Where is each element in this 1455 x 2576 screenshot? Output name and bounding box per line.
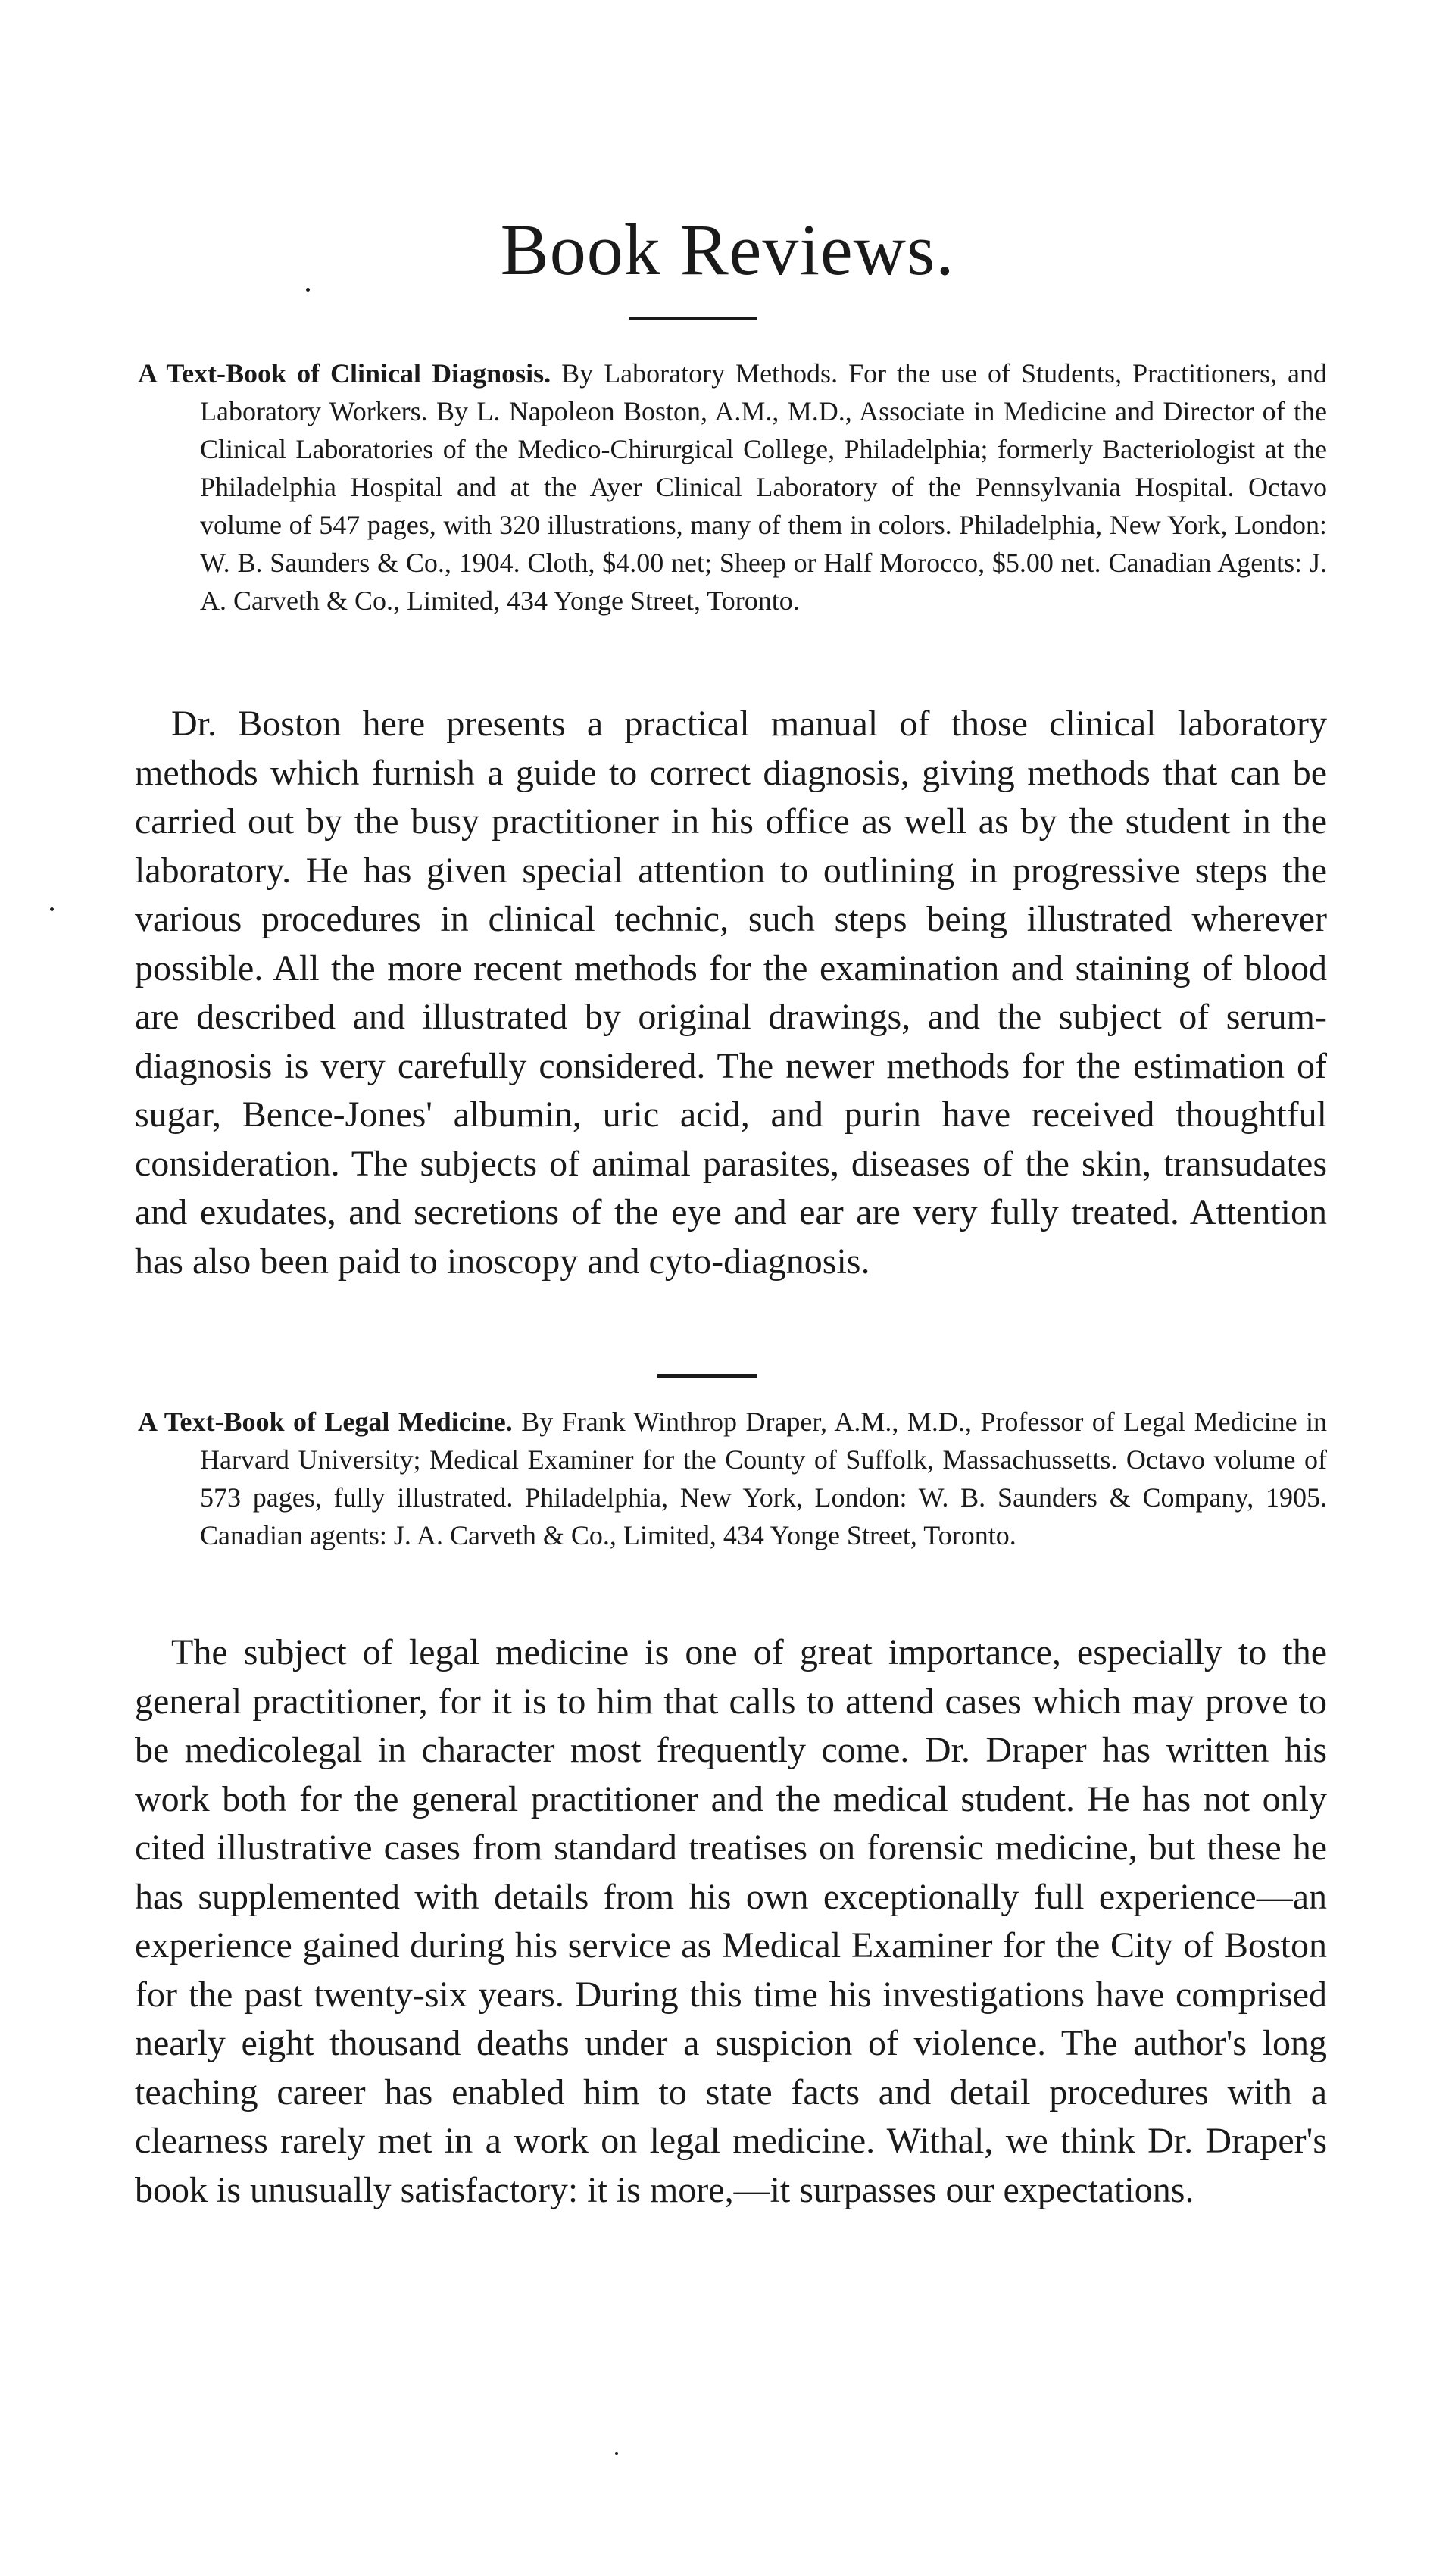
page-title: Book Reviews. <box>500 209 955 290</box>
review-citation <box>138 354 1327 620</box>
section-divider <box>629 317 757 320</box>
review-body: Dr. Boston here presents a practical manual of those clinical laboratory methods which furnish a guide to correct diagnosis, giving methods that can be carried out by the busy practitioner in his office as well as by the student in the laboratory. He has given special attention to outlining in progressive steps the various procedures in clinical technic, such steps being illustrated wherever possible. All the more recent methods for the examination and staining of blood are described and illustrated by original drawings, and the subject of serum-diagnosis is very carefully considered. The newer methods for the estimation of sugar, Bence-Jones' albumin, uric acid, and purin have received thoughtful consideration. The subjects of animal parasites, diseases of the skin, transudates and exudates, and secretions of the eye and ear are very fully treated. Attention has also been paid to inoscopy and cyto-diagnosis. <box>135 704 1327 1282</box>
book-title: A Text-Book of Clinical Diagnosis. <box>138 358 551 389</box>
section-divider <box>657 1374 757 1378</box>
book-title: A Text-Book of Legal Medicine. <box>138 1407 513 1437</box>
review-body: The subject of legal medicine is one of great importance, especially to the general practitioner, for it is to him that calls to attend cases which may prove to be medicolegal in character most frequently come. Dr. Draper has written his work both for the general practitioner and the medical student. He has not only cited illustrative cases from standard treatises on forensic medicine, but these he has supplemented with details from his own exceptionally full experience—an experience gained during his service as Medical Examiner for the City of Boston for the past twenty-six years. During this time his investigations have comprised nearly eight thousand deaths under a suspicion of violence. The author's long teaching career has enabled him to state facts and detail procedures with a clearness rarely met in a work on legal medicine. Withal, we think Dr. Draper's book is unusually satisfactory: it is more,—it surpasses our expectations. <box>135 1632 1327 2210</box>
scan-speck <box>615 2452 618 2455</box>
citation-text: By Frank Winthrop Draper, A.M., M.D., Professor of Legal Medicine in Harvard University; Medical Examiner for the County of Suffolk, Massachussetts. Octavo volume of 573 pages, fully illustrated. Philadelphia, New York, London: W. B. Saunders & Company, 1905. Canadian agents: J. A. Carveth & Co., Limited, 434 Yonge Street, Toronto. <box>200 1407 1328 1550</box>
citation-text: By Laboratory Methods. For the use of Students, Practitioners, and Laboratory Workers. By L. Napoleon Boston, A.M., M.D., Associate in Medicine and Director of the Clinical Laboratories of the Medico-Chirurgical College, Philadelphia; formerly Bacteriologist at the Philadelphia Hospital and at the Ayer Clinical Laboratory of the Pennsylvania Hospital. Octavo volume of 547 pages, with 320 illustrations, many of them in colors. Philadelphia, New York, London: W. B. Saunders & Co., 1904. Cloth, $4.00 net; Sheep or Half Morocco, $5.00 net. Canadian Agents: J. A. Carveth & Co., Limited, 434 Yonge Street, Toronto. <box>200 358 1328 616</box>
review-citation <box>138 1403 1327 1554</box>
scan-speck <box>50 907 54 911</box>
